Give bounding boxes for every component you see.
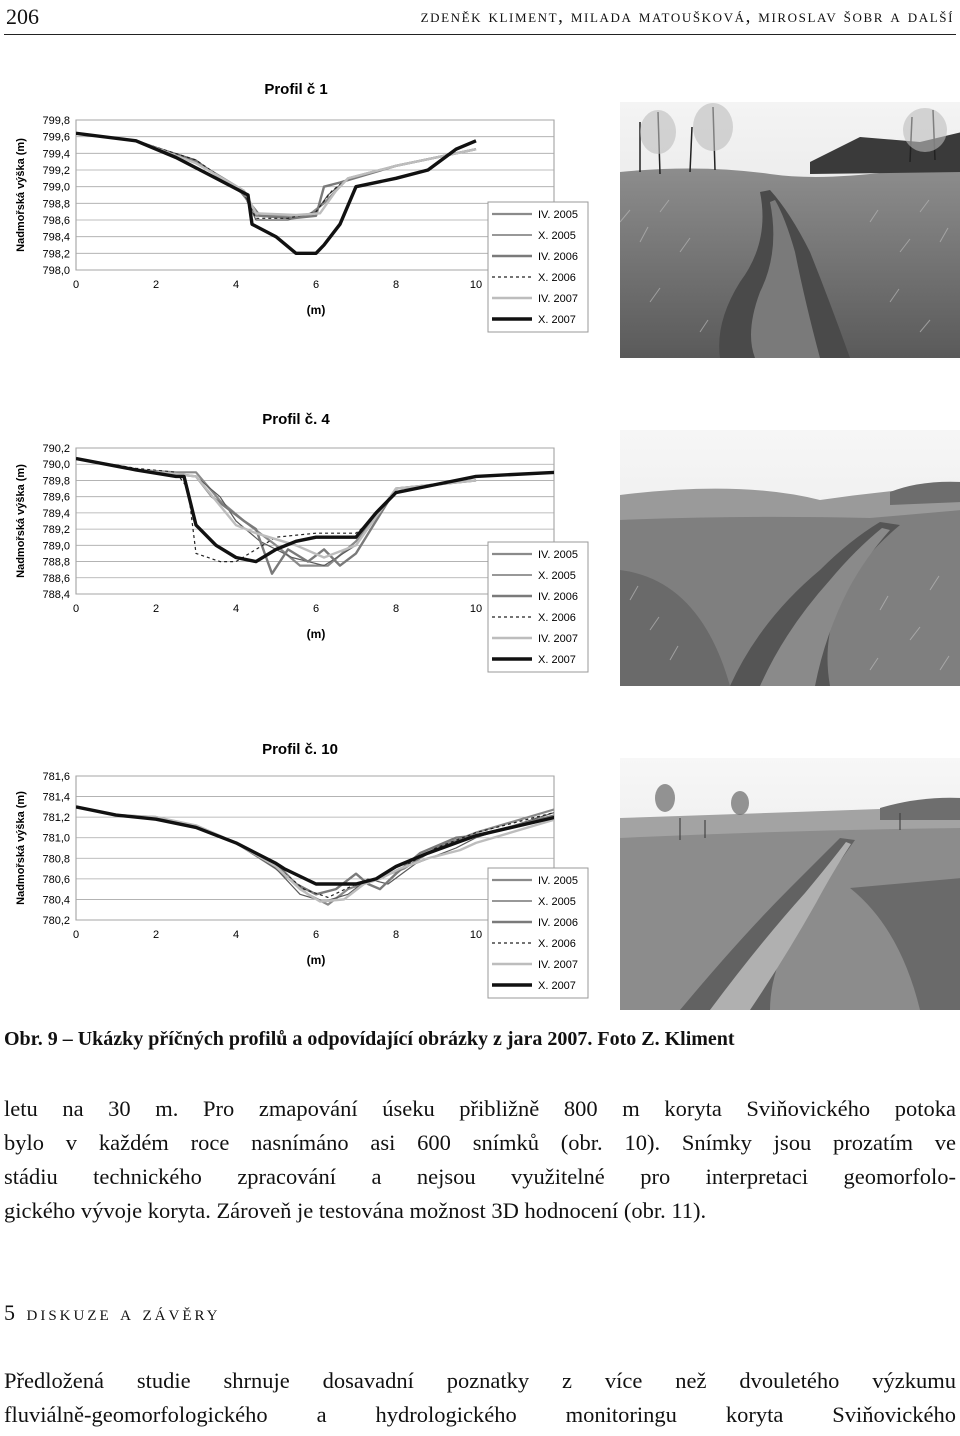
figure-9 bbox=[4, 68, 956, 1010]
photo-profil-10 bbox=[620, 758, 960, 1010]
legend-label: IV. 2006 bbox=[538, 917, 578, 929]
legend-label: X. 2005 bbox=[538, 896, 576, 908]
paragraph-line: Předložená studie shrnuje dosavadní poznatky z více než dvouletého výzkumu bbox=[4, 1368, 956, 1393]
y-tick-label: 789,4 bbox=[42, 507, 70, 520]
y-tick-label: 788,4 bbox=[42, 589, 70, 601]
chart-profil-4-svg bbox=[4, 402, 604, 677]
legend-label: IV. 2007 bbox=[538, 293, 578, 305]
chart-profil-10 bbox=[4, 732, 604, 1010]
y-tick-label: 790,0 bbox=[42, 459, 70, 472]
paragraph-line: stádiu technického zpracování a nejsou využitelné pro interpretaci geomorfolo- bbox=[4, 1164, 956, 1189]
legend-label: IV. 2005 bbox=[538, 549, 578, 561]
x-axis-label: (m) bbox=[306, 953, 326, 967]
x-tick-label: 8 bbox=[392, 603, 400, 615]
y-tick-label: 789,2 bbox=[42, 524, 70, 537]
legend-box bbox=[488, 868, 588, 998]
legend-label: X. 2006 bbox=[538, 612, 576, 624]
y-tick-label: 780,8 bbox=[42, 853, 70, 866]
x-tick-label: 8 bbox=[392, 929, 400, 941]
x-axis-label: (m) bbox=[306, 303, 326, 317]
y-tick-label: 799,6 bbox=[42, 131, 70, 144]
legend-label: IV. 2007 bbox=[538, 633, 578, 645]
chart-profil-10-svg bbox=[4, 732, 604, 1010]
plot-area bbox=[76, 120, 554, 270]
y-tick-label: 780,4 bbox=[42, 894, 70, 907]
chart-profil-4 bbox=[4, 402, 604, 677]
x-tick-label: 4 bbox=[232, 279, 240, 291]
page-number: 206 bbox=[6, 4, 39, 29]
y-tick-label: 798,8 bbox=[42, 198, 70, 211]
x-tick-label: 2 bbox=[152, 929, 160, 941]
chart-profil-1 bbox=[4, 68, 604, 343]
y-tick-label: 799,0 bbox=[42, 181, 70, 194]
paragraph-line: fluviálně-geomorfologického a hydrologického monitoringu koryta Sviňovického bbox=[4, 1402, 956, 1427]
y-tick-label: 781,6 bbox=[42, 771, 70, 783]
x-tick-label: 10 bbox=[469, 929, 483, 941]
y-tick-label: 799,2 bbox=[42, 165, 70, 177]
y-axis-label: Nadmořská výška (m) bbox=[15, 464, 27, 578]
x-tick-label: 6 bbox=[312, 603, 320, 615]
x-tick-label: 10 bbox=[469, 279, 483, 291]
y-tick-label: 780,2 bbox=[42, 915, 70, 927]
legend-label: X. 2005 bbox=[538, 230, 576, 242]
legend-label: X. 2006 bbox=[538, 272, 576, 284]
legend-box bbox=[488, 202, 588, 332]
stream-photo-10-image bbox=[620, 758, 960, 1010]
y-tick-label: 798,2 bbox=[42, 248, 70, 261]
x-tick-label: 0 bbox=[72, 603, 80, 615]
y-tick-label: 789,0 bbox=[42, 540, 70, 553]
y-tick-label: 781,2 bbox=[42, 812, 70, 825]
y-tick-label: 789,8 bbox=[42, 475, 70, 488]
legend-label: IV. 2007 bbox=[538, 959, 578, 971]
page-header bbox=[4, 4, 956, 35]
chart-title: Profil č 1 bbox=[264, 81, 328, 98]
stream-photo-1-image bbox=[620, 102, 960, 358]
x-tick-label: 4 bbox=[232, 603, 240, 615]
legend-label: X. 2007 bbox=[538, 314, 576, 326]
paragraph-line: gického vývoje koryta. Zároveň je testována možnost 3D hodnocení (obr. 11). bbox=[4, 1198, 707, 1223]
y-tick-label: 799,8 bbox=[42, 115, 70, 127]
photo-profil-4 bbox=[620, 430, 960, 686]
chart-profil-1-svg bbox=[4, 68, 604, 343]
x-tick-label: 10 bbox=[469, 603, 483, 615]
section-heading: 5 diskuze a závěry bbox=[4, 1300, 221, 1325]
y-axis-label: Nadmořská výška (m) bbox=[15, 791, 27, 905]
x-tick-label: 0 bbox=[72, 929, 80, 941]
stream-photo-4-image bbox=[620, 430, 960, 686]
y-tick-label: 789,6 bbox=[42, 491, 70, 504]
legend-label: X. 2007 bbox=[538, 654, 576, 666]
y-tick-label: 790,2 bbox=[42, 443, 70, 455]
legend-box bbox=[488, 542, 588, 672]
x-axis-label: (m) bbox=[306, 627, 326, 641]
chart-title: Profil č. 10 bbox=[262, 741, 338, 758]
legend-label: IV. 2006 bbox=[538, 251, 578, 263]
y-tick-label: 799,4 bbox=[42, 148, 70, 161]
y-tick-label: 781,4 bbox=[42, 791, 70, 804]
running-title: zdeněk kliment, milada matoušková, miroslav šobr a další bbox=[420, 6, 954, 27]
y-tick-label: 788,8 bbox=[42, 556, 70, 569]
chart-title: Profil č. 4 bbox=[262, 411, 330, 428]
x-tick-label: 0 bbox=[72, 279, 80, 291]
legend-label: IV. 2005 bbox=[538, 209, 578, 221]
figure-caption: Obr. 9 – Ukázky příčných profilů a odpovídající obrázky z jara 2007. Foto Z. Kliment bbox=[4, 1028, 735, 1050]
x-tick-label: 6 bbox=[312, 929, 320, 941]
paragraph-2 bbox=[4, 1364, 956, 1432]
legend-label: IV. 2006 bbox=[538, 591, 578, 603]
legend-label: X. 2007 bbox=[538, 980, 576, 992]
paragraph-1 bbox=[4, 1092, 956, 1228]
legend-label: X. 2005 bbox=[538, 570, 576, 582]
x-tick-label: 2 bbox=[152, 279, 160, 291]
x-tick-label: 2 bbox=[152, 603, 160, 615]
x-tick-label: 6 bbox=[312, 279, 320, 291]
y-tick-label: 780,6 bbox=[42, 873, 70, 886]
paragraph-line: bylo v každém roce nasnímáno asi 600 snímků (obr. 10). Snímky jsou prozatím ve bbox=[4, 1130, 956, 1155]
y-tick-label: 788,6 bbox=[42, 572, 70, 585]
y-tick-label: 798,4 bbox=[42, 231, 70, 244]
x-tick-label: 8 bbox=[392, 279, 400, 291]
legend-label: IV. 2005 bbox=[538, 875, 578, 887]
paragraph-line: letu na 30 m. Pro zmapování úseku přibližně 800 m koryta Sviňovického potoka bbox=[4, 1096, 956, 1121]
y-tick-label: 781,0 bbox=[42, 832, 70, 845]
y-tick-label: 798,0 bbox=[42, 265, 70, 277]
x-tick-label: 4 bbox=[232, 929, 240, 941]
photo-profil-1 bbox=[620, 102, 960, 358]
y-tick-label: 798,6 bbox=[42, 215, 70, 227]
y-axis-label: Nadmořská výška (m) bbox=[15, 138, 27, 252]
legend-label: X. 2006 bbox=[538, 938, 576, 950]
